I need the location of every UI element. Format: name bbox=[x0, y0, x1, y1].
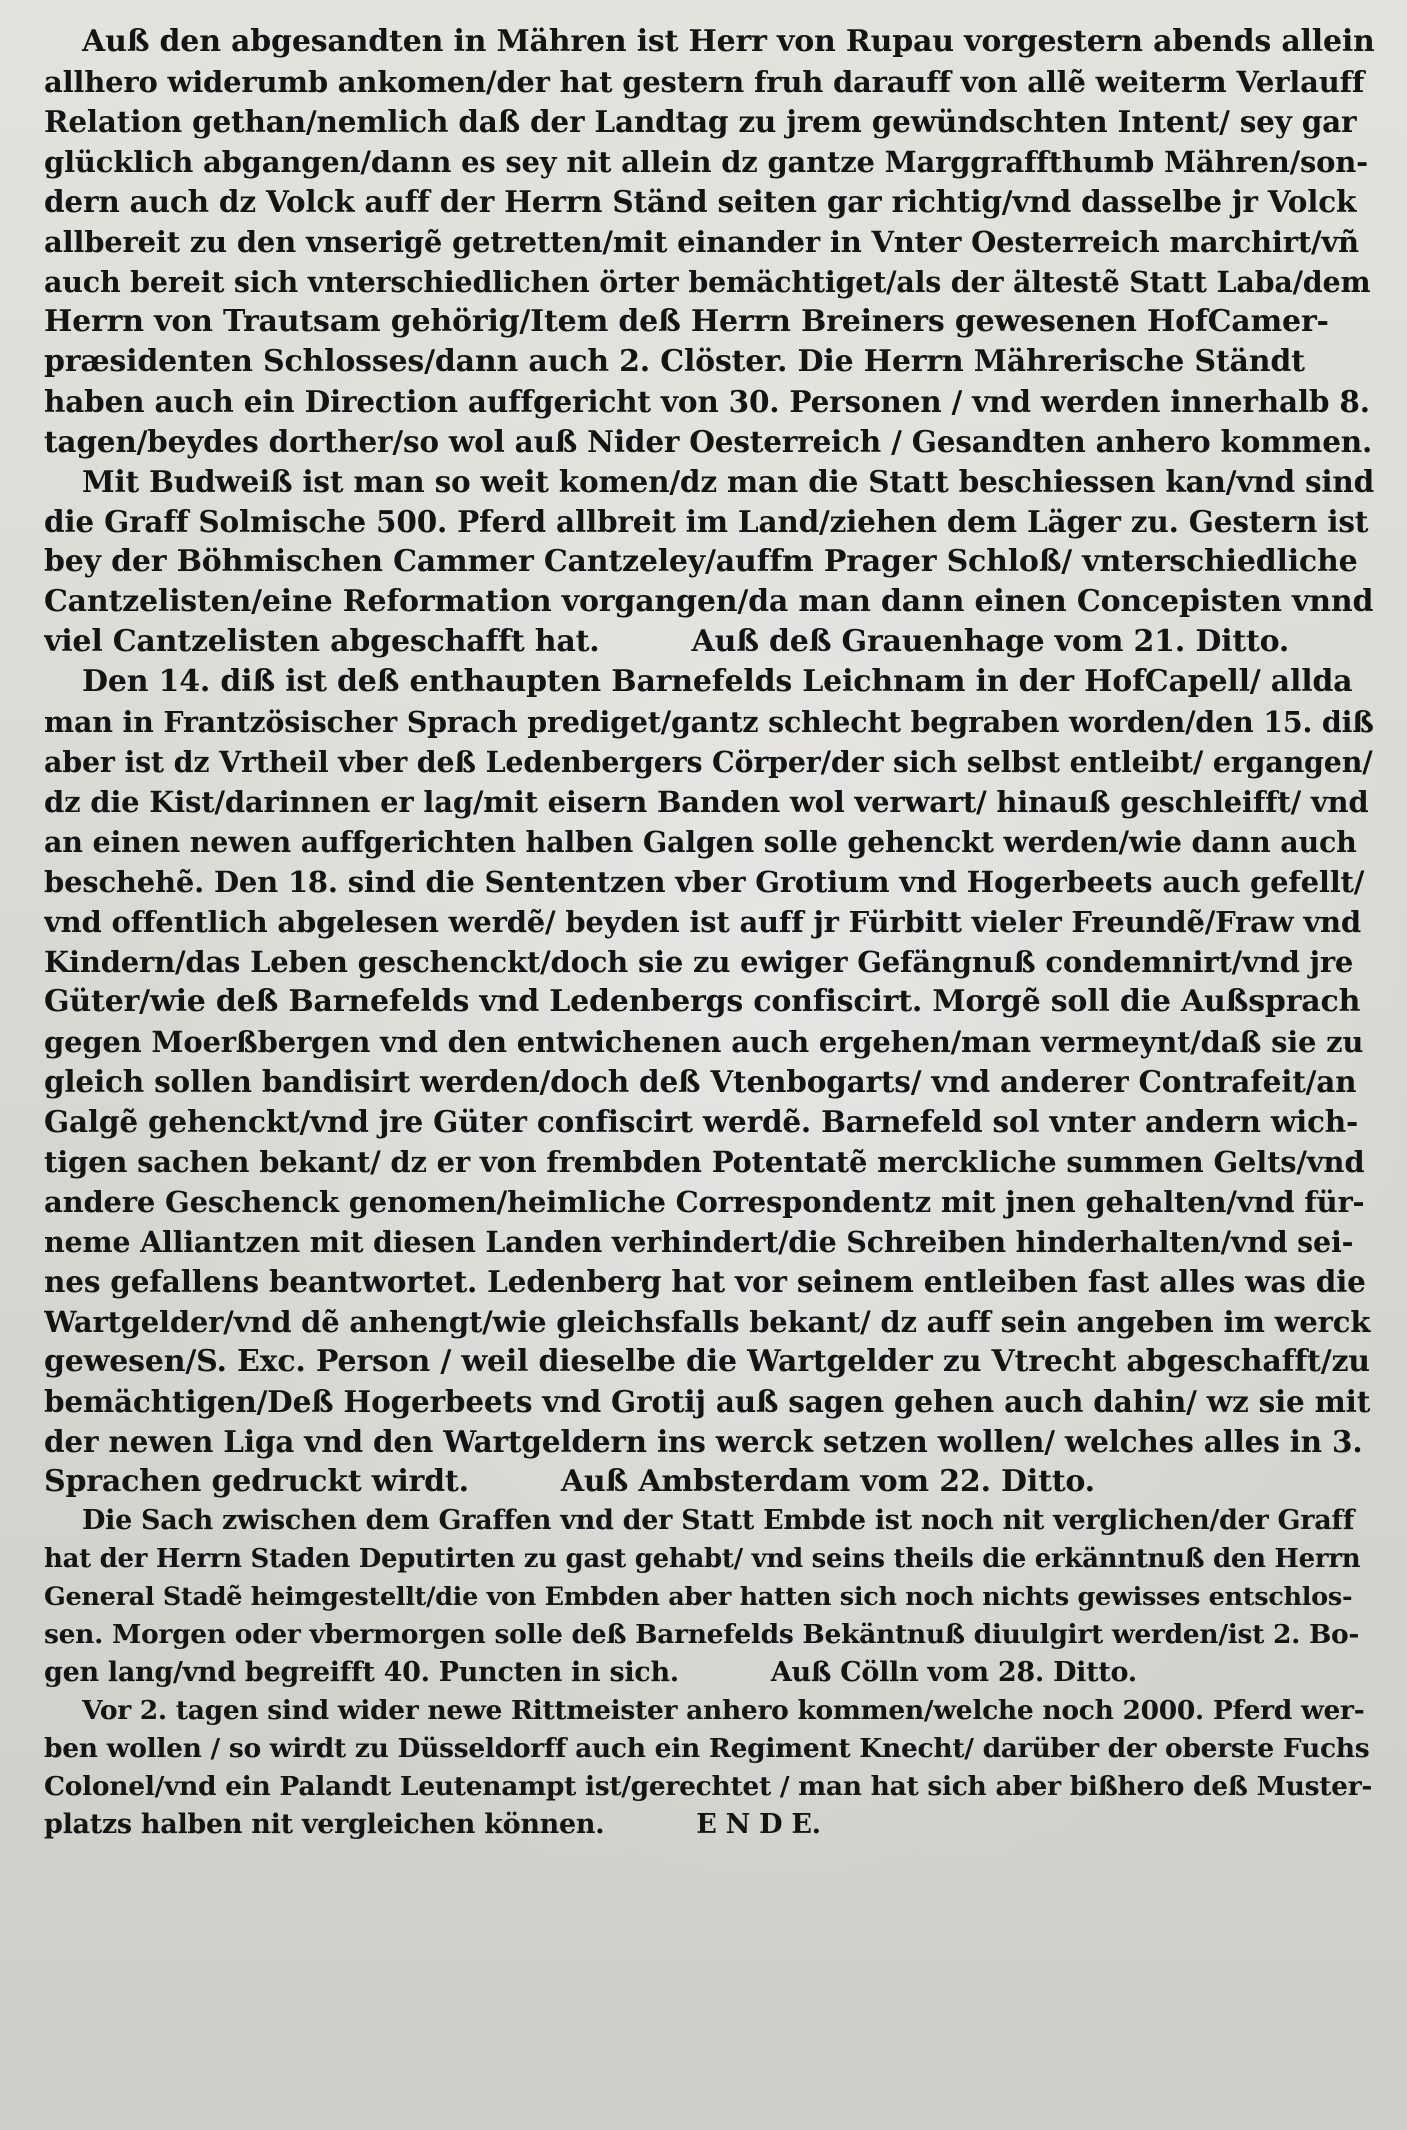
text-line bbox=[44, 502, 1375, 542]
text-line bbox=[44, 1692, 1375, 1730]
line-text: die Graff Solmische 500. Pferd allbreit im Land/ziehen dem Läger zu. Gestern ist bbox=[44, 504, 1369, 539]
line-text: Güter/wie deß Barnefelds vnd Ledenbergs confiscirt. Morgẽ soll die Außsprach bbox=[44, 984, 1361, 1019]
article-text bbox=[44, 22, 1375, 1844]
text-line bbox=[44, 1382, 1375, 1422]
line-text: Herrn von Trautsam gehörig/Item deß Herrn Breiners gewesenen HofCamer- bbox=[44, 304, 1329, 339]
line-text: vnd offentlich abgelesen werdẽ/ beyden ist auff jr Fürbitt vieler Freundẽ/Fraw vnd bbox=[44, 905, 1361, 939]
text-line bbox=[44, 1102, 1375, 1142]
text-line bbox=[44, 542, 1375, 582]
text-line bbox=[44, 1616, 1375, 1654]
text-line bbox=[44, 1462, 1375, 1502]
line-text: Vor 2. tagen sind wider newe Rittmeister anhero kommen/welche noch 2000. Pferd wer- bbox=[82, 1695, 1365, 1726]
text-line bbox=[44, 1062, 1375, 1102]
text-line bbox=[44, 462, 1375, 502]
line-text: Cantzelisten/eine Reformation vorgangen/da man dann einen Concepisten vnnd bbox=[44, 584, 1374, 619]
line-text: Wartgelder/vnd dẽ anhengt/wie gleichsfalls bekant/ dz auff sein angeben im werck bbox=[44, 1305, 1371, 1339]
text-line bbox=[44, 62, 1375, 102]
line-text: Colonel/vnd ein Palandt Leutenampt ist/gerechtet / man hat sich aber bißhero deß Muster- bbox=[44, 1771, 1373, 1802]
text-line bbox=[44, 942, 1375, 982]
text-line bbox=[44, 742, 1375, 782]
text-line bbox=[44, 222, 1375, 262]
line-text: gewesen/S. Exc. Person / weil dieselbe die Wartgelder zu Vtrecht abgeschafft/zu bbox=[44, 1344, 1370, 1379]
text-line bbox=[44, 1262, 1375, 1302]
line-text: præsidenten Schlosses/dann auch 2. Clöster. Die Herrn Mährerische Ständt bbox=[44, 344, 1305, 379]
text-line bbox=[44, 1022, 1375, 1062]
text-line bbox=[44, 1806, 1375, 1844]
text-line bbox=[44, 1768, 1375, 1806]
line-text: allbereit zu den vnserigẽ getretten/mit einander in Vnter Oesterreich marchirt/vñ bbox=[44, 225, 1359, 259]
text-line bbox=[44, 1302, 1375, 1342]
line-text: Kindern/das Leben geschenckt/doch sie zu ewiger Gefängnuß condemnirt/vnd jre bbox=[44, 945, 1354, 979]
line-text: der newen Liga vnd den Wartgeldern ins werck setzen wollen/ welches alles in 3. bbox=[44, 1424, 1363, 1459]
line-text: Auß den abgesandten in Mähren ist Herr von Rupau vorgestern abends allein bbox=[82, 24, 1375, 59]
line-text: hat der Herrn Staden Deputirten zu gast gehabt/ vnd seins theils die erkänntnuß den Herrn bbox=[44, 1544, 1361, 1574]
text-line bbox=[44, 1182, 1375, 1222]
line-text: haben auch ein Direction auffgericht von 30. Personen / vnd werden innerhalb 8. bbox=[44, 384, 1370, 419]
line-text: glücklich abgangen/dann es sey nit allein dz gantze Marggraffthumb Mähren/son- bbox=[44, 145, 1368, 179]
text-line bbox=[44, 382, 1375, 422]
text-line bbox=[44, 342, 1375, 382]
text-line bbox=[44, 582, 1375, 622]
dateline-heading: Auß Cölln vom 28. Ditto. bbox=[770, 1657, 1137, 1688]
text-line bbox=[44, 22, 1375, 62]
text-line bbox=[44, 262, 1375, 302]
line-text: tigen sachen bekant/ dz er von frembden Potentatẽ merckliche summen Gelts/vnd bbox=[44, 1145, 1365, 1179]
dateline-heading: Auß Ambsterdam vom 22. Ditto. bbox=[560, 1464, 1095, 1499]
line-text: bey der Böhmischen Cammer Cantzeley/auffm Prager Schloß/ vnterschiedliche bbox=[44, 544, 1358, 579]
text-line bbox=[44, 702, 1375, 742]
line-text: Die Sach zwischen dem Graffen vnd der Statt Embde ist noch nit verglichen/der Graff bbox=[82, 1505, 1355, 1536]
text-line bbox=[44, 782, 1375, 822]
line-text: aber ist dz Vrtheil vber deß Ledenbergers Cörper/der sich selbst entleibt/ ergangen/ bbox=[44, 745, 1373, 779]
line-text: dz die Kist/darinnen er lag/mit eisern Banden wol verwart/ hinauß geschleifft/ vnd bbox=[44, 785, 1369, 819]
text-line bbox=[44, 1342, 1375, 1382]
text-line bbox=[44, 302, 1375, 342]
line-text: Mit Budweiß ist man so weit komen/dz man die Statt beschiessen kan/vnd sind bbox=[82, 464, 1375, 499]
line-text: neme Alliantzen mit diesen Landen verhindert/die Schreiben hinderhalten/vnd sei- bbox=[44, 1225, 1354, 1259]
line-text: man in Frantzösischer Sprach prediget/gantz schlecht begraben worden/den 15. diß bbox=[44, 705, 1374, 739]
line-text: sen. Morgen oder vbermorgen solle deß Barnefelds Bekäntnuß diuulgirt werden/ist 2. Bo- bbox=[44, 1619, 1360, 1650]
line-text: Galgẽ gehenckt/vnd jre Güter confiscirt werdẽ. Barnefeld sol vnter andern wich- bbox=[44, 1104, 1359, 1139]
line-text: Den 14. diß ist deß enthaupten Barnefelds Leichnam in der HofCapell/ allda bbox=[82, 664, 1353, 699]
text-line bbox=[44, 982, 1375, 1022]
line-text: Sprachen gedruckt wirdt. bbox=[44, 1464, 469, 1499]
dateline-heading: E N D E. bbox=[696, 1809, 821, 1840]
text-line bbox=[44, 142, 1375, 182]
text-line bbox=[44, 1730, 1375, 1768]
line-text: gegen Moerßbergen vnd den entwichenen auch ergehen/man vermeynt/daß sie zu bbox=[44, 1025, 1364, 1059]
line-text: viel Cantzelisten abgeschafft hat. bbox=[44, 624, 600, 659]
line-text: platzs halben nit vergleichen können. bbox=[44, 1809, 605, 1840]
line-text: ben wollen / so wirdt zu Düsseldorff auch ein Regiment Knecht/ darüber der oberste Fuchs bbox=[44, 1733, 1370, 1764]
line-text: gleich sollen bandisirt werden/doch deß Vtenbogarts/ vnd anderer Contrafeit/an bbox=[44, 1064, 1357, 1099]
text-line bbox=[44, 1654, 1375, 1692]
line-text: bemächtigen/Deß Hogerbeets vnd Grotij auß sagen gehen auch dahin/ wz sie mit bbox=[44, 1384, 1371, 1419]
line-text: General Stadẽ heimgestellt/die von Embden aber hatten sich noch nichts gewisses entschlos- bbox=[44, 1582, 1353, 1612]
text-line bbox=[44, 1422, 1375, 1462]
text-line bbox=[44, 422, 1375, 462]
text-line bbox=[44, 822, 1375, 862]
line-text: allhero widerumb ankomen/der hat gestern fruh darauff von allẽ weiterm Verlauff bbox=[44, 65, 1365, 99]
line-text: andere Geschenck genomen/heimliche Correspondentz mit jnen gehalten/vnd für- bbox=[44, 1185, 1365, 1219]
text-line bbox=[44, 862, 1375, 902]
line-text: auch bereit sich vnterschiedlichen örter bemächtiget/als der ältestẽ Statt Laba/dem bbox=[44, 265, 1371, 299]
line-text: dern auch dz Volck auff der Herrn Ständ seiten gar richtig/vnd dasselbe jr Volck bbox=[44, 184, 1357, 219]
text-line bbox=[44, 1540, 1375, 1578]
text-line bbox=[44, 902, 1375, 942]
text-line bbox=[44, 182, 1375, 222]
text-line bbox=[44, 102, 1375, 142]
text-line bbox=[44, 1222, 1375, 1262]
text-line bbox=[44, 1502, 1375, 1540]
line-text: an einen newen auffgerichten halben Galgen solle gehenckt werden/wie dann auch bbox=[44, 825, 1357, 859]
dateline-heading: Auß deß Grauenhage vom 21. Ditto. bbox=[691, 624, 1290, 659]
text-line bbox=[44, 662, 1375, 702]
text-line bbox=[44, 1142, 1375, 1182]
text-line bbox=[44, 622, 1375, 662]
line-text: nes gefallens beantwortet. Ledenberg hat vor seinem entleiben fast alles was die bbox=[44, 1264, 1366, 1299]
text-line bbox=[44, 1578, 1375, 1616]
line-text: tagen/beydes dorther/so wol auß Nider Oesterreich / Gesandten anhero kommen. bbox=[44, 424, 1373, 459]
line-text: beschehẽ. Den 18. sind die Sententzen vber Grotium vnd Hogerbeets auch gefellt/ bbox=[44, 865, 1365, 899]
line-text: Relation gethan/nemlich daß der Landtag zu jrem gewündschten Intent/ sey gar bbox=[44, 104, 1357, 139]
line-text: gen lang/vnd begreifft 40. Puncten in sich. bbox=[44, 1657, 679, 1688]
